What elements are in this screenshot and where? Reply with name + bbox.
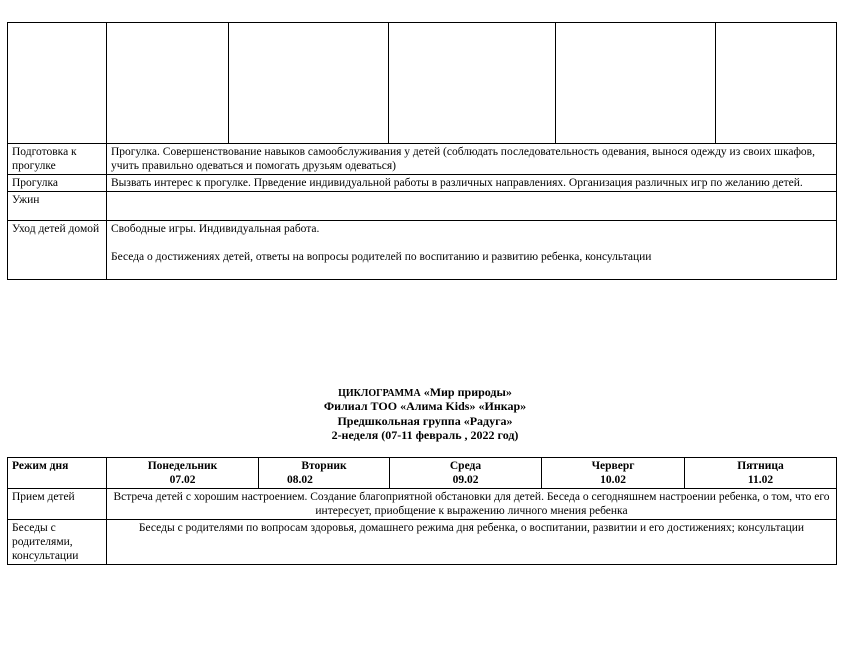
title-name: «Мир природы» (423, 385, 512, 399)
day-date: 07.02 (169, 474, 196, 486)
row-text: Свободные игры. Индивидуальная работа. (111, 223, 320, 235)
empty-cell (107, 23, 229, 144)
day-header-friday (685, 458, 837, 489)
week-range: 2-неделя (07-11 февраль , 2022 год) (331, 428, 519, 442)
row-label: Уход детей домой (8, 221, 107, 280)
weekly-schedule-table (7, 457, 837, 565)
mode-header: Режим дня (8, 458, 107, 489)
day-header-tuesday (259, 458, 390, 489)
table-row (8, 175, 837, 192)
day-name: Среда (449, 460, 482, 472)
empty-cell (716, 23, 837, 144)
day-header-wednesday (390, 458, 542, 489)
day-date: 09.02 (452, 474, 479, 486)
table-row (8, 520, 837, 565)
day-name: Пятница (737, 460, 784, 472)
day-header-monday (107, 458, 259, 489)
empty-cell (8, 23, 107, 144)
row-text-secondary: Беседа о достижениях детей, ответы на вопросы родителей по воспитанию и развитию ребенка, консультации (111, 251, 652, 263)
day-header-thursday (542, 458, 685, 489)
top-schedule-table (7, 22, 837, 280)
table-row (8, 144, 837, 175)
row-text: Вызвать интерес к прогулке. Прведение индивидуальной работы в различных направлениях. Организация различных игр по желанию детей. (107, 175, 837, 192)
table-row (8, 221, 837, 280)
empty-cell (389, 23, 556, 144)
row-text: Прогулка. Совершенствование навыков самообслуживания у детей (соблюдать последовательность одевания, вынося одежду из своих шкафов, учить правильно одеваться и помогать друзьям одеваться) (107, 144, 837, 175)
row-text: Беседы с родителями по вопросам здоровья, домашнего режима дня ребенка, о воспитании, развитии и его достижениях; консультации (107, 520, 837, 565)
header-row (8, 458, 837, 489)
row-text: Встреча детей с хорошим настроением. Создание благоприятной обстановки для детей. Беседа о сегодняшнем настроении ребенка, о том, что его интересует, приобщение к выражению личного мнения ребенка (107, 489, 837, 520)
row-label: Подготовка к прогулке (8, 144, 107, 175)
day-name: Вторник (301, 460, 347, 472)
day-name: Понедельник (147, 460, 218, 472)
day-date: 11.02 (747, 474, 774, 486)
table-row (8, 489, 837, 520)
empty-cell (229, 23, 389, 144)
empty-cell (556, 23, 716, 144)
row-label: Ужин (8, 192, 107, 221)
day-date: 08.02 (287, 474, 313, 486)
branch-name: Филиал ТОО «Алима Kids» «Инкар» (323, 399, 527, 413)
row-label: Прием детей (8, 489, 107, 520)
row-label: Беседы с родителями, консультации (8, 520, 107, 565)
day-name: Черверг (591, 460, 635, 472)
title-prefix: ЦИКЛОГРАММА (338, 388, 421, 399)
row-text-cell (107, 221, 837, 280)
day-date: 10.02 (600, 474, 626, 486)
table-row (8, 192, 837, 221)
row-label: Прогулка (8, 175, 107, 192)
group-name: Предшкольная группа «Радуга» (337, 414, 513, 428)
row-text (107, 192, 837, 221)
empty-row (8, 23, 837, 144)
